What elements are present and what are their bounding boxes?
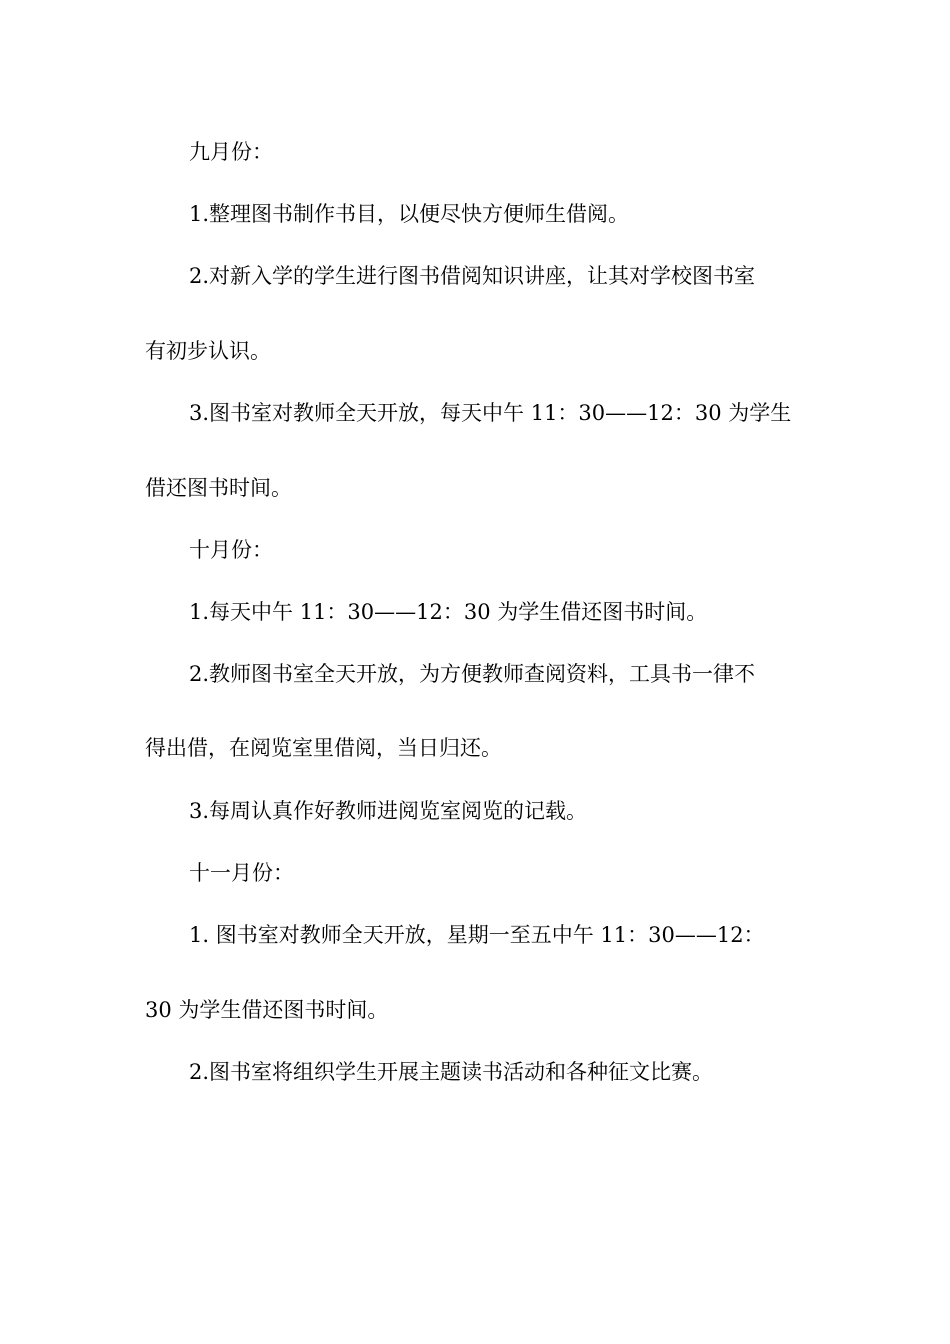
paragraph-line: 2.对新入学的学生进行图书借阅知识讲座，让其对学校图书室 — [189, 264, 756, 288]
paragraph-line: 3.每周认真作好教师进阅览室阅览的记载。 — [189, 799, 588, 823]
section-heading-september: 九月份： — [189, 140, 273, 164]
paragraph-line: 借还图书时间。 — [145, 476, 292, 500]
paragraph-line: 2.图书室将组织学生开展主题读书活动和各种征文比赛。 — [189, 1060, 714, 1084]
paragraph-line: 1. 图书室对教师全天开放，星期一至五中午 11：30——12： — [189, 923, 765, 947]
section-heading-november: 十一月份： — [189, 861, 294, 885]
paragraph-line: 得出借，在阅览室里借阅，当日归还。 — [145, 736, 502, 760]
paragraph-line: 1.整理图书制作书目，以便尽快方便师生借阅。 — [189, 202, 630, 226]
paragraph-line: 2.教师图书室全天开放，为方便教师查阅资料，工具书一律不 — [189, 662, 756, 686]
section-heading-october: 十月份： — [189, 538, 273, 562]
paragraph-line: 3.图书室对教师全天开放，每天中午 11：30——12：30 为学生 — [189, 401, 792, 425]
paragraph-line: 1.每天中午 11：30——12：30 为学生借还图书时间。 — [189, 600, 708, 624]
paragraph-line: 有初步认识。 — [145, 339, 271, 363]
paragraph-line: 30 为学生借还图书时间。 — [145, 998, 389, 1022]
